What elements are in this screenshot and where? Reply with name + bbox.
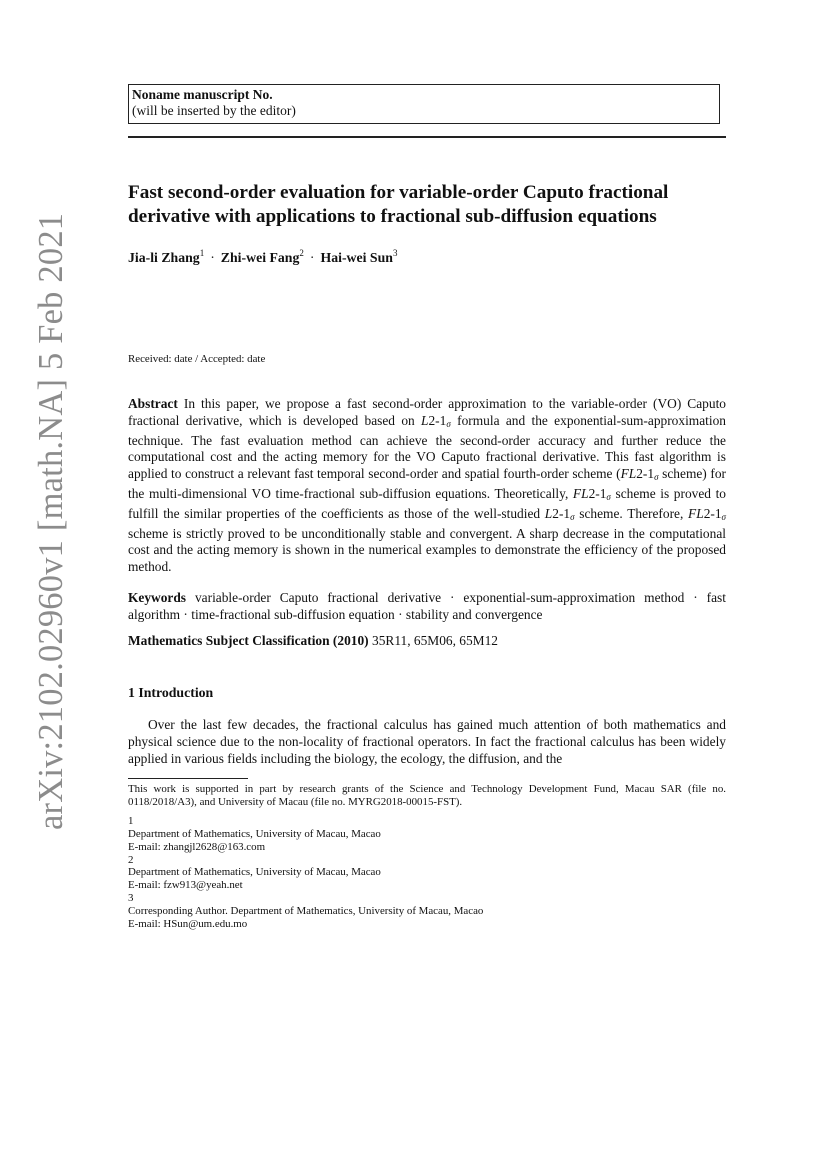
abstract-text: formula and the exponential-sum-approximation technique. The fast evaluation method can achieve the second-order accuracy and further reduce the computational cost and the acting memory for the VO Caputo fractional derivative. This fast algorithm is applied to construct a relevant fast temporal second-order and spatial fourth-order scheme (: [128, 412, 726, 482]
math-symbol: L: [544, 505, 553, 521]
author-separator: ·: [309, 250, 315, 265]
author-affiliation-mark: 2: [299, 248, 304, 258]
affiliation-email: E-mail: fzw913@yeah.net: [128, 879, 243, 892]
affiliation-number: 2: [128, 853, 134, 866]
math-symbol: L: [421, 412, 429, 428]
section-heading: 1 Introduction: [128, 685, 214, 700]
math-symbol: 2-1: [703, 505, 722, 521]
math-subscript: σ: [570, 511, 575, 522]
math-subscript: σ: [606, 491, 611, 502]
math-subscript: σ: [446, 418, 451, 429]
math-subscript: σ: [721, 511, 726, 522]
affiliation-number: 1: [128, 814, 134, 827]
math-symbol: FL: [620, 466, 637, 482]
keywords: [128, 590, 726, 624]
math-symbol: FL: [572, 485, 589, 501]
manuscript-number-box: [128, 84, 720, 124]
paper-title: Fast second-order evaluation for variable-order Caputo fractional derivative with applications to fractional sub-diffusion equations: [128, 182, 669, 227]
keywords-label: Keywords: [128, 590, 187, 605]
subject-classification: [128, 633, 726, 650]
affiliation-department: Department of Mathematics, University of Macau, Macao: [128, 866, 381, 879]
footnote-rule: [128, 778, 248, 779]
math-symbol: 2-1: [552, 505, 571, 521]
author-name: Jia-li Zhang: [128, 250, 200, 265]
math-symbol: 2-1: [588, 485, 607, 501]
math-symbol: 2-1: [636, 466, 655, 482]
footnotes: [128, 783, 726, 931]
abstract-text: In this paper, we propose a fast second-order approximation to the variable-order (VO) Caputo fractional derivative, which is developed based on: [128, 396, 726, 428]
abstract-text: scheme is proved to fulfill the similar properties of the coefficients as those of the well-studied: [128, 485, 726, 521]
author-name: Zhi-wei Fang: [220, 250, 300, 265]
abstract-text: scheme. Therefore,: [574, 505, 689, 521]
author-separator: ·: [210, 250, 215, 265]
manuscript-number-label: Noname manuscript No.: [132, 87, 273, 102]
header-rule: [128, 136, 726, 138]
abstract: [128, 396, 726, 576]
affiliation-number: 3: [128, 892, 134, 905]
introduction-paragraph: Over the last few decades, the fractional calculus has gained much attention of both mathematics and physical science due to the non-locality of fractional operators. In fact the fractional calculus has been widely applied in various fields including the biology, the ecology, the diffusion, and the: [128, 717, 726, 766]
keywords-text: variable-order Caputo fractional derivative · exponential-sum-approximation method · fast algorithm · time-fractional sub-diffusion equation · stability and convergence: [128, 590, 726, 622]
math-symbol: FL: [688, 505, 704, 521]
math-symbol: 2-1: [428, 412, 447, 428]
arxiv-identifier-stamp: arXiv:2102.02960v1 [math.NA] 5 Feb 2021: [32, 212, 70, 830]
msc-label: Mathematics Subject Classification (2010): [128, 633, 369, 648]
author-affiliation-mark: 3: [392, 248, 398, 258]
abstract-text: scheme is strictly proved to be unconditionally stable and convergent. A sharp decrease in the computational cost and the acting memory is shown in the numerical examples to demonstrate the efficiency of the proposed method.: [128, 525, 726, 575]
received-accepted-dates: Received: date / Accepted: date: [128, 353, 266, 365]
funding-note: This work is supported in part by research grants of the Science and Technology Development Fund, Macau SAR (file no. 0118/2018/A3), and University of Macau (file no. MYRG2018-00015-FST).: [128, 783, 726, 808]
affiliation-department: Corresponding Author. Department of Mathematics, University of Macau, Macao: [128, 905, 484, 918]
affiliation-email: E-mail: HSun@um.edu.mo: [128, 918, 248, 931]
affiliation-email: E-mail: zhangjl2628@163.com: [128, 840, 266, 853]
author-list: [128, 248, 397, 266]
abstract-label: Abstract: [128, 396, 178, 411]
author-affiliation-mark: 1: [199, 248, 205, 258]
editor-note: (will be inserted by the editor): [132, 103, 296, 118]
abstract-text: scheme) for the multi-dimensional VO time-fractional sub-diffusion equations. Theoretically,: [128, 466, 726, 501]
author-name: Hai-wei Sun: [320, 250, 393, 265]
math-subscript: σ: [654, 472, 659, 483]
msc-codes: 35R11, 65M06, 65M12: [372, 633, 498, 648]
affiliation-department: Department of Mathematics, University of Macau, Macao: [128, 827, 381, 840]
